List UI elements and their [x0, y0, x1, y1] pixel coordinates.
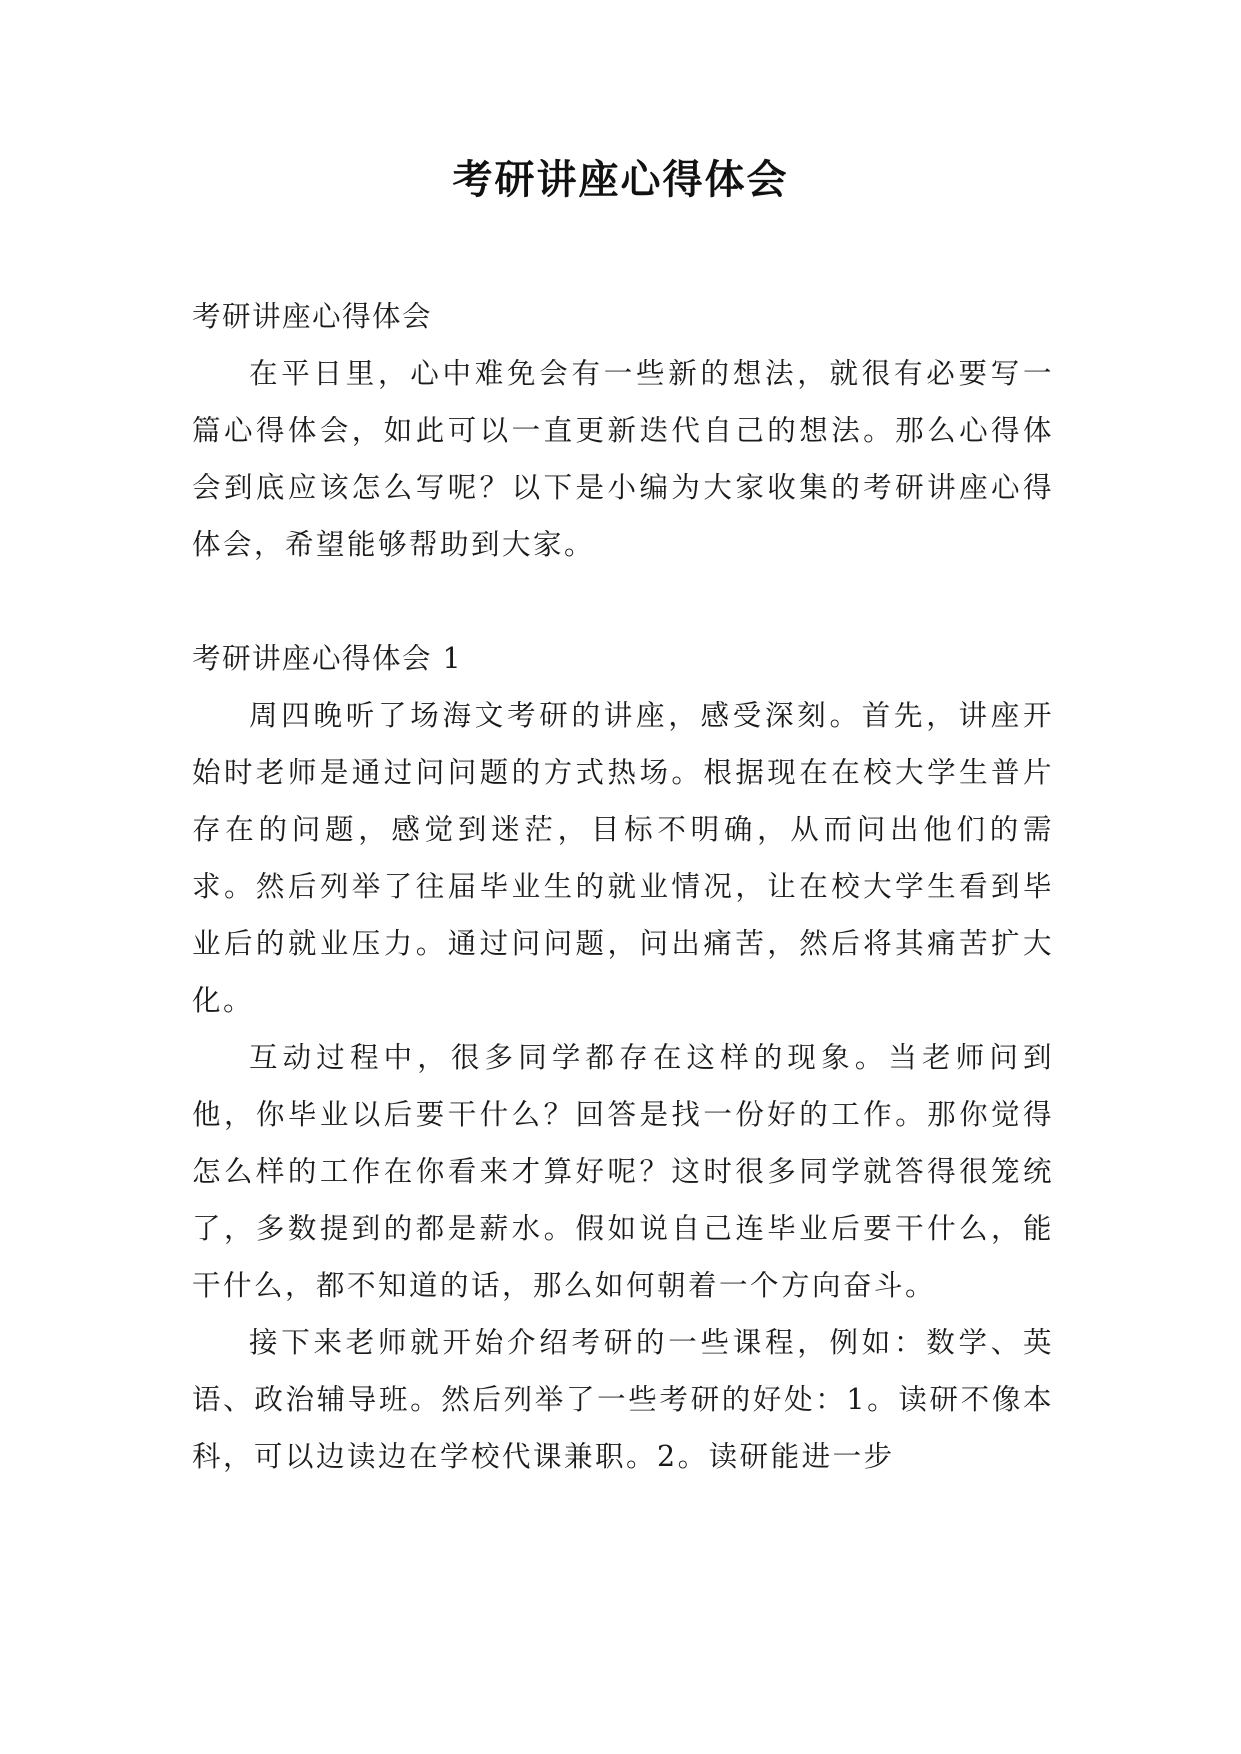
body-paragraph-1: 周四晚听了场海文考研的讲座，感受深刻。首先，讲座开始时老师是通过问问题的方式热场。根据现在在校大学生普片存在的问题，感觉到迷茫，目标不明确，从而问出他们的需求。然后列举了往届毕业生的就业情况，让在校大学生看到毕业后的就业压力。通过问问题，问出痛苦，然后将其痛苦扩大化。 [192, 699, 1054, 1017]
intro-heading: 考研讲座心得体会 [192, 300, 433, 333]
document-body [192, 288, 1054, 1485]
body-paragraph-2: 互动过程中，很多同学都存在这样的现象。当老师问到他，你毕业以后要干什么？回答是找一份好的工作。那你觉得怎么样的工作在你看来才算好呢？这时很多同学就答得很笼统了，多数提到的都是薪水。假如说自己连毕业后要干什么，能干什么，都不知道的话，那么如何朝着一个方向奋斗。 [192, 1041, 1054, 1302]
body-paragraph-3: 接下来老师就开始介绍考研的一些课程，例如：数学、英语、政治辅导班。然后列举了一些考研的好处：1。读研不像本科，可以边读边在学校代课兼职。2。读研能进一步 [192, 1326, 1054, 1473]
intro-paragraph: 在平日里，心中难免会有一些新的想法，就很有必要写一篇心得体会，如此可以一直更新迭代自己的想法。那么心得体会到底应该怎么写呢？以下是小编为大家收集的考研讲座心得体会，希望能够帮助到大家。 [192, 357, 1054, 561]
section-1-heading: 考研讲座心得体会 1 [192, 642, 463, 675]
document-title: 考研讲座心得体会 [452, 157, 789, 203]
section-spacer [192, 573, 1054, 630]
